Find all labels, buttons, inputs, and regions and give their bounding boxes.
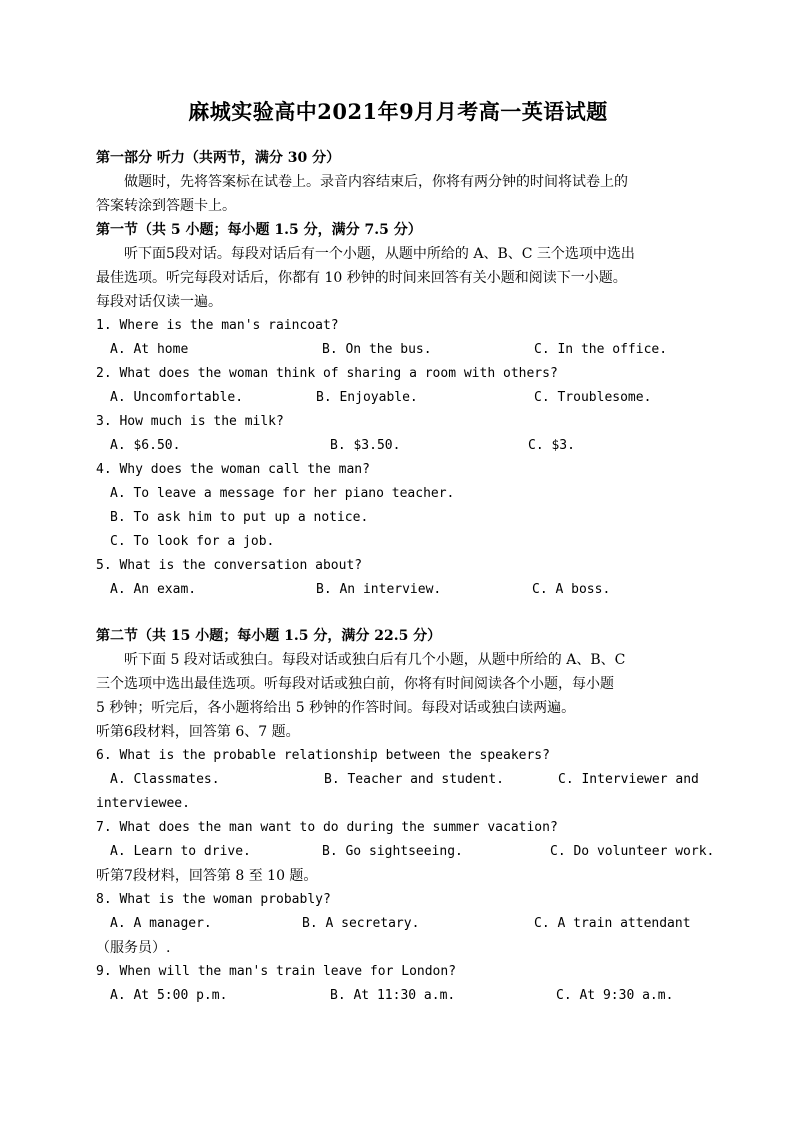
question-3-option-b: B. $3.50. bbox=[330, 438, 401, 453]
question-7-option-c: C. Do volunteer work. bbox=[550, 844, 715, 859]
question-7: 7. What does the man want to do during the summer vacation? bbox=[96, 820, 558, 835]
question-4: 4. Why does the woman call the man? bbox=[96, 462, 370, 477]
section-spacer bbox=[96, 602, 700, 624]
question-8-option-a: A. A manager. bbox=[110, 916, 212, 931]
question-5-option-a: A. An exam. bbox=[110, 582, 197, 597]
question-3-options bbox=[96, 434, 700, 458]
part1-instructions-line1: 做题时，先将答案标在试卷上。录音内容结束后，你将有两分钟的时间将试卷上的 bbox=[124, 174, 628, 190]
question-3-option-c: C. $3. bbox=[528, 438, 575, 453]
question-1-option-a: A. At home bbox=[110, 342, 189, 357]
question-6-option-c-continued: interviewee. bbox=[96, 796, 190, 811]
question-9-option-b: B. At 11:30 a.m. bbox=[330, 988, 456, 1003]
question-1-option-b: B. On the bus. bbox=[322, 342, 432, 357]
part1-instructions-line2: 答案转涂到答题卡上。 bbox=[96, 198, 236, 214]
exam-page bbox=[96, 96, 715, 1008]
question-4-option-b: B. To ask him to put up a notice. bbox=[110, 510, 369, 525]
question-7-option-a: A. Learn to drive. bbox=[110, 844, 251, 859]
question-2-options bbox=[96, 386, 700, 410]
question-5: 5. What is the conversation about? bbox=[96, 558, 363, 573]
question-4-option-c-row bbox=[96, 530, 700, 554]
question-9-option-a: A. At 5:00 p.m. bbox=[110, 988, 228, 1003]
question-1-option-c: C. In the office. bbox=[534, 342, 668, 357]
question-8-option-b: B. A secretary. bbox=[302, 916, 420, 931]
section2-instructions-line1: 听下面 5 段对话或独白。每段对话或独白后有几个小题，从题中所给的 A、B、C bbox=[124, 652, 626, 668]
question-8-option-c-continued: （服务员）. bbox=[96, 940, 171, 956]
question-8-options bbox=[96, 912, 700, 936]
section2-instructions-line2: 三个选项中选出最佳选项。听每段对话或独白前，你将有时间阅读各个小题，每小题 bbox=[96, 676, 614, 692]
section2-instructions-line3: 5 秒钟；听完后，各小题将给出 5 秒钟的作答时间。每段对话或独白读两遍。 bbox=[96, 700, 576, 716]
section1-instructions-line1: 听下面5段对话。每段对话后有一个小题，从题中所给的 A、B、C 三个选项中选出 bbox=[124, 246, 635, 262]
question-9-options bbox=[96, 984, 700, 1008]
question-6-option-c: C. Interviewer and bbox=[558, 772, 699, 787]
question-5-option-b: B. An interview. bbox=[316, 582, 442, 597]
section1-instructions-line3: 每段对话仅读一遍。 bbox=[96, 294, 222, 310]
question-6-option-a: A. Classmates. bbox=[110, 772, 220, 787]
part1-heading: 第一部分 听力（共两节，满分 30 分） bbox=[96, 150, 341, 166]
question-6: 6. What is the probable relationship between the speakers? bbox=[96, 748, 550, 763]
question-7-option-b: B. Go sightseeing. bbox=[322, 844, 463, 859]
question-9-option-c: C. At 9:30 a.m. bbox=[556, 988, 674, 1003]
material-6-heading: 听第6段材料，回答第 6、7 题。 bbox=[96, 724, 300, 740]
question-2-option-b: B. Enjoyable. bbox=[316, 390, 418, 405]
material-7-heading: 听第7段材料，回答第 8 至 10 题。 bbox=[96, 868, 318, 884]
question-2-option-a: A. Uncomfortable. bbox=[110, 390, 244, 405]
question-1-options bbox=[96, 338, 700, 362]
question-5-option-c: C. A boss. bbox=[532, 582, 611, 597]
question-2: 2. What does the woman think of sharing a room with others? bbox=[96, 366, 558, 381]
question-3-option-a: A. $6.50. bbox=[110, 438, 181, 453]
question-5-options bbox=[96, 578, 700, 602]
question-4-option-a-row bbox=[96, 482, 700, 506]
question-4-option-a: A. To leave a message for her piano teacher. bbox=[110, 486, 455, 501]
question-8: 8. What is the woman probably? bbox=[96, 892, 331, 907]
page-title: 麻城实验高中2021年9月月考高一英语试题 bbox=[188, 99, 608, 124]
question-3: 3. How much is the milk? bbox=[96, 414, 284, 429]
section1-instructions-line2: 最佳选项。听完每段对话后，你都有 10 秒钟的时间来回答有关小题和阅读下一小题。 bbox=[96, 270, 627, 286]
question-8-option-c: C. A train attendant bbox=[534, 916, 691, 931]
question-2-option-c: C. Troublesome. bbox=[534, 390, 652, 405]
question-4-option-b-row bbox=[96, 506, 700, 530]
question-9: 9. When will the man's train leave for London? bbox=[96, 964, 457, 979]
question-7-options bbox=[96, 840, 715, 864]
question-6-option-b: B. Teacher and student. bbox=[324, 772, 505, 787]
question-4-option-c: C. To look for a job. bbox=[110, 534, 275, 549]
question-6-options bbox=[96, 768, 700, 792]
question-1: 1. Where is the man's raincoat? bbox=[96, 318, 339, 333]
section1-heading: 第一节（共 5 小题；每小题 1.5 分，满分 7.5 分） bbox=[96, 222, 422, 238]
section2-heading: 第二节（共 15 小题；每小题 1.5 分，满分 22.5 分） bbox=[96, 628, 442, 644]
